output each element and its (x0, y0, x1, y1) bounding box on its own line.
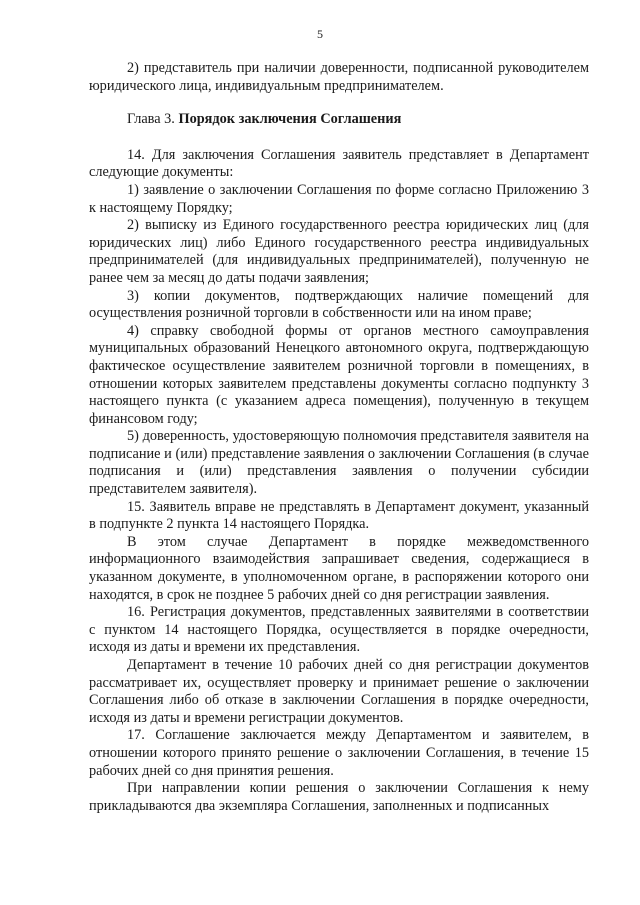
chapter-heading (89, 111, 589, 129)
paragraph-16: 16. Регистрация документов, представленных заявителями в соответствии с пунктом 14 настоящего Порядка, осуществляется в порядке очередности, исходя из даты и времени их представления. (89, 604, 589, 656)
chapter-number: Глава 3. (127, 111, 179, 128)
paragraph-representative: 2) представитель при наличии доверенности, подписанной руководителем юридического лица, индивидуальным предпринимателем. (89, 60, 589, 94)
paragraph-17-continuation: При направлении копии решения о заключении Соглашения к нему прикладываются два экземпляра Соглашения, заполненных и подписанных (89, 780, 589, 814)
page-number: 5 (317, 27, 323, 41)
paragraph-17: 17. Соглашение заключается между Департаментом и заявителем, в отношении которого принято решение о заключении Соглашения, в течение 15 рабочих дней со дня принятия решения. (89, 727, 589, 779)
paragraph-14-item-2: 2) выписку из Единого государственного реестра юридических лиц (для юридических лиц) либо Единого государственного реестра индивидуальных предпринимателей (для индивидуальных предпринимателей), полученную не ранее чем за месяц до даты подачи заявления; (89, 217, 589, 286)
document-body (89, 60, 589, 815)
paragraph-16-continuation: Департамент в течение 10 рабочих дней со дня регистрации документов рассматривает их, осуществляет проверку и принимает решение о заключении Соглашения либо об отказе в заключении Соглашения в порядке очередности, исходя из даты и времени регистрации документов. (89, 657, 589, 726)
paragraph-14-item-5: 5) доверенность, удостоверяющую полномочия представителя заявителя на подписание и (или) представление заявления о заключении Соглашения (в случае подписания и (или) представления заявления о получении субсидии представителем заявителя). (89, 428, 589, 498)
paragraph-14-item-1: 1) заявление о заключении Соглашения по форме согласно Приложению 3 к настоящему Порядку; (89, 181, 589, 216)
paragraph-14-item-4: 4) справку свободной формы от органов местного самоуправления муниципальных образований Ненецкого автономного округа, подтверждающую фактическое осуществление заявителем розничной торговли в помещениях, в отношении которых заявителем представлены документы согласно подпункту 3 настоящего пункта (с указанием адреса помещения), полученную в текущем финансовом году; (89, 322, 589, 427)
chapter-title: Порядок заключения Соглашения (178, 111, 402, 128)
paragraph-14: 14. Для заключения Соглашения заявитель представляет в Департамент следующие документы: (89, 146, 589, 181)
paragraph-15-continuation: В этом случае Департамент в порядке межведомственного информационного взаимодействия запрашивает сведения, содержащиеся в указанном документе, в уполномоченном органе, в распоряжении которого они находятся, в срок не позднее 5 рабочих дней со дня регистрации заявления. (89, 533, 589, 603)
paragraph-15: 15. Заявитель вправе не представлять в Департамент документ, указанный в подпункте 2 пункта 14 настоящего Порядка. (89, 498, 589, 533)
paragraph-14-item-3: 3) копии документов, подтверждающих наличие помещений для осуществления розничной торговли в собственности или на ином праве; (89, 287, 589, 322)
